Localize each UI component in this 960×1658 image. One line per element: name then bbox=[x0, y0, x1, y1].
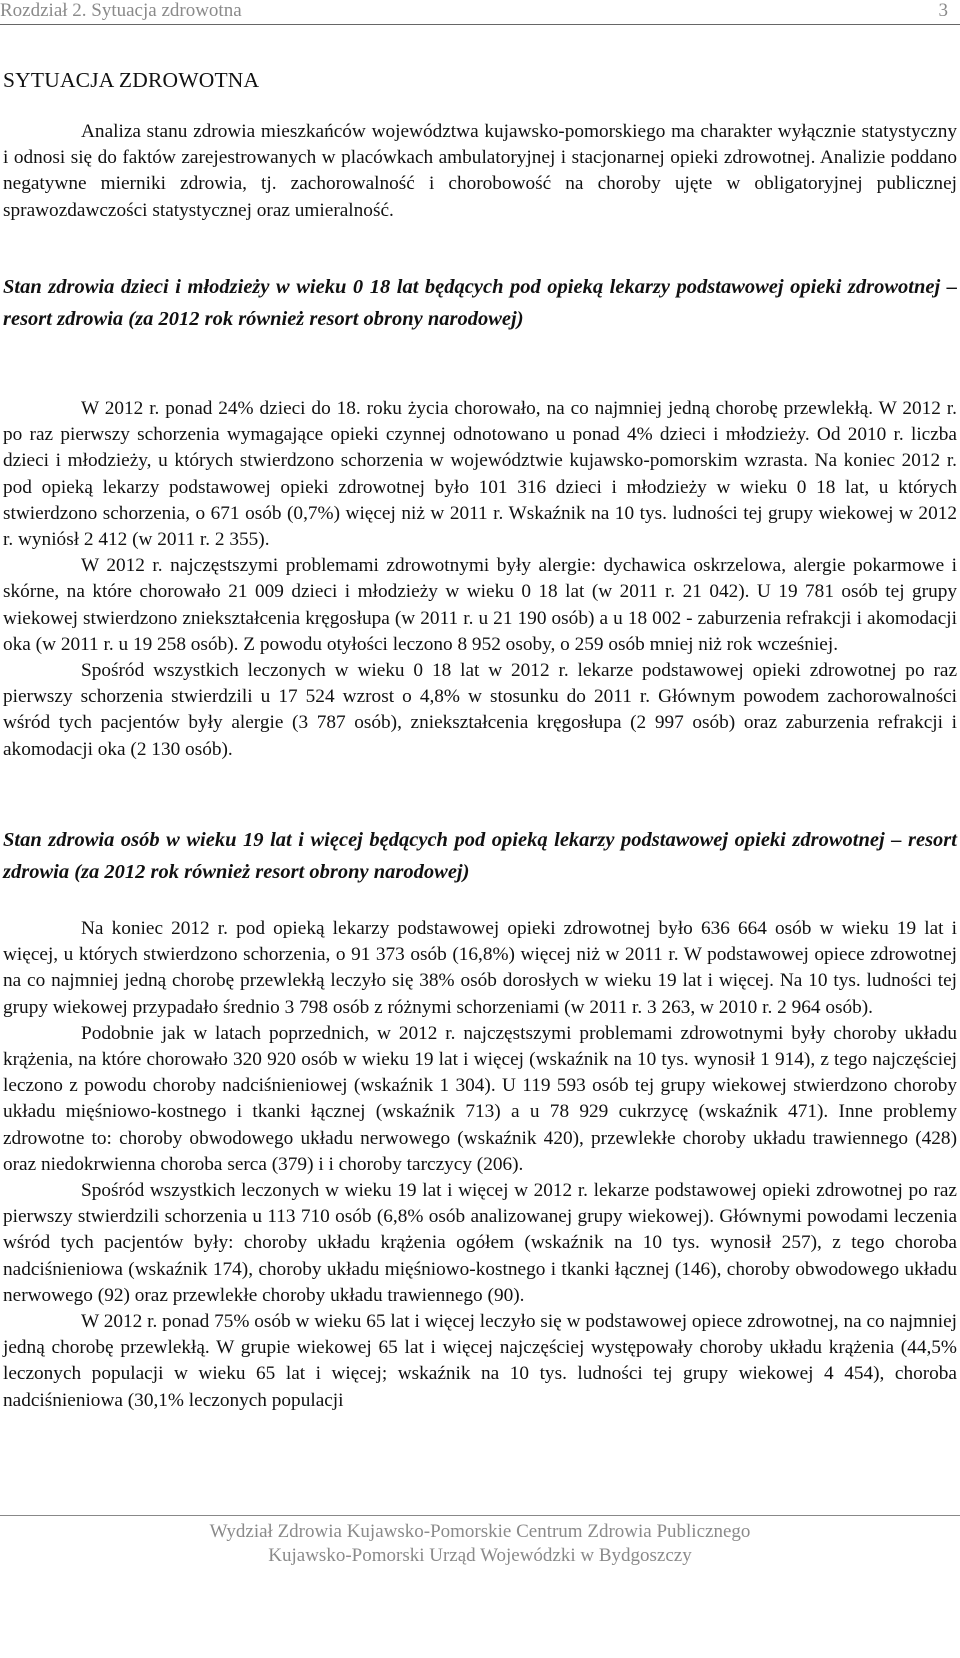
intro-paragraph: Analiza stanu zdrowia mieszkańców województwa kujawsko-pomorskiego ma charakter wyłącznie statystyczny i odnosi się do faktów zarejestrowanych w placówkach ambulatoryjnej i stacjonarnej opieki zdrowotnej. Analizie poddano negatywne mierniki zdrowia, tj. zachorowalność i chorobowość na choroby ujęte w obligatoryjnej publicznej sprawozdawczości statystycznej oraz umieralność. bbox=[3, 121, 957, 221]
paragraph: W 2012 r. ponad 75% osób w wieku 65 lat i więcej leczyło się w podstawowej opiece zdrowotnej, na co najmniej jedną chorobę przewlekłą. W grupie wiekowej 65 lat i więcej najczęściej występowały choroby układu krążenia (44,5% leczonych populacji w wieku 65 lat i więcej; wskaźnik na 10 tys. ludności tej grupy wiekowej 4 454), choroba nadciśnieniowa (30,1% leczonych populacji bbox=[3, 1311, 957, 1411]
running-header bbox=[0, 0, 960, 25]
footer-line-2: Kujawsko-Pomorski Urząd Wojewódzki w Bydgoszczy bbox=[268, 1545, 692, 1566]
paragraph: Na koniec 2012 r. pod opieką lekarzy podstawowej opieki zdrowotnej było 636 664 osób w wieku 19 lat i więcej, u których stwierdzono schorzenia, o 91 373 osób (16,8%) więcej niż w 2011 r. W podstawowej opiece zdrowotnej na co najmniej jedną chorobę przewlekłą leczyło się 38% osób dorosłych w wieku 19 lat i więcej. Na 10 tys. ludności tej grupy wiekowej przypadało średnio 3 798 osób z różnymi schorzeniami (w 2011 r. 3 263, w 2010 r. 2 964 osób). bbox=[3, 918, 957, 1018]
paragraph: Spośród wszystkich leczonych w wieku 0 18 lat w 2012 r. lekarze podstawowej opieki zdrowotnej po raz pierwszy schorzenia stwierdzili u 17 524 wzrost o 4,8% w stosunku do 2011 r. Głównym powodem zachorowalności wśród tych pacjentów były alergie (3 787 osób), zniekształcenia kręgosłupa (2 997 osób) oraz zaburzenia refrakcji i akomodacji oka (2 130 osób). bbox=[3, 660, 957, 760]
section-adults bbox=[3, 916, 957, 1414]
intro-section bbox=[3, 119, 957, 224]
paragraph: Podobnie jak w latach poprzednich, w 2012 r. najczęstszymi problemami zdrowotnymi były choroby układu krążenia, na które chorowało 320 920 osób w wieku 19 lat i więcej (wskaźnik na 10 tys. wynosił 1 914), z tego najczęściej leczono z powodu choroby nadciśnieniowej (wskaźnik 1 304). U 119 593 osób tej grupy wiekowej stwierdzono choroby układu mięśniowo-kostnego i tkanki łącznej (wskaźnik 713) a u 78 929 cukrzycę (wskaźnik 471). Inne problemy zdrowotne to: choroby obwodowego układu nerwowego (wskaźnik 420), przewlekłe choroby układu trawiennego (428) oraz niedokrwienna choroba serca (379) i i choroby tarczycy (206). bbox=[3, 1022, 957, 1175]
paragraph: W 2012 r. najczęstszymi problemami zdrowotnymi były alergie: dychawica oskrzelowa, alergie pokarmowe i skórne, na które chorowało 21 009 dzieci i młodzieży w wieku 0 18 lat (w 2011 r. 21 042). U 19 781 osób tej grupy wiekowej stwierdzono zniekształcenia kręgosłupa (w 2011 r. u 21 190 osób) a u 18 002 - zaburzenia refrakcji i akomodacji oka (w 2011 r. u 19 258 osób). Z powodu otyłości leczono 8 952 osoby, o 259 osób mniej niż rok wcześniej. bbox=[3, 555, 957, 655]
section-heading-adults: Stan zdrowia osób w wieku 19 lat i więcej będących pod opieką lekarzy podstawowej opieki zdrowotnej – resort zdrowia (za 2012 rok również resort obrony narodowej) bbox=[3, 829, 957, 883]
footer-line-1: Wydział Zdrowia Kujawsko-Pomorskie Centrum Zdrowia Publicznego bbox=[209, 1521, 751, 1542]
section-heading-children: Stan zdrowia dzieci i młodzieży w wieku 0 18 lat będących pod opieką lekarzy podstawowej opieki zdrowotnej – resort zdrowia (za 2012 rok również resort obrony narodowej) bbox=[3, 276, 957, 330]
section-children bbox=[3, 396, 957, 763]
chapter-title: Rozdział 2. Sytuacja zdrowotna bbox=[0, 0, 242, 21]
page-title: SYTUACJA ZDROWOTNA bbox=[3, 68, 260, 92]
page-number: 3 bbox=[938, 0, 948, 21]
footer-divider bbox=[0, 1515, 960, 1516]
paragraph: Spośród wszystkich leczonych w wieku 19 lat i więcej w 2012 r. lekarze podstawowej opieki zdrowotnej po raz pierwszy stwierdzili schorzenia u 113 710 osób (6,8% osób analizowanej grupy wiekowej). Głównymi powodami leczenia wśród tych pacjentów były: choroby układu krążenia ogółem (wskaźnik na 10 tys. wynosił 257), z tego choroba nadciśnieniowa (wskaźnik 174), choroby układu mięśniowo-kostnego i tkanki łącznej (146), choroby obwodowego układu nerwowego (92) oraz przewlekłe choroby układu trawiennego (90). bbox=[3, 1180, 957, 1306]
paragraph: W 2012 r. ponad 24% dzieci do 18. roku życia chorowało, na co najmniej jedną chorobę przewlekłą. W 2012 r. po raz pierwszy schorzenia wymagające opieki czynnej odnotowano u ponad 4% dzieci i młodzieży. Od 2010 r. liczba dzieci i młodzieży, u których stwierdzono schorzenia w województwie kujawsko-pomorskim wzrasta. Na koniec 2012 r. pod opieką lekarzy podstawowej opieki zdrowotnej było 101 316 dzieci i młodzieży w wieku 0 18 lat, u których stwierdzono schorzenia, o 671 osób (0,7%) więcej niż w 2011 r. Wskaźnik na 10 tys. ludności tej grupy wiekowej w 2012 r. wyniósł 2 412 (w 2011 r. 2 355). bbox=[3, 398, 957, 551]
